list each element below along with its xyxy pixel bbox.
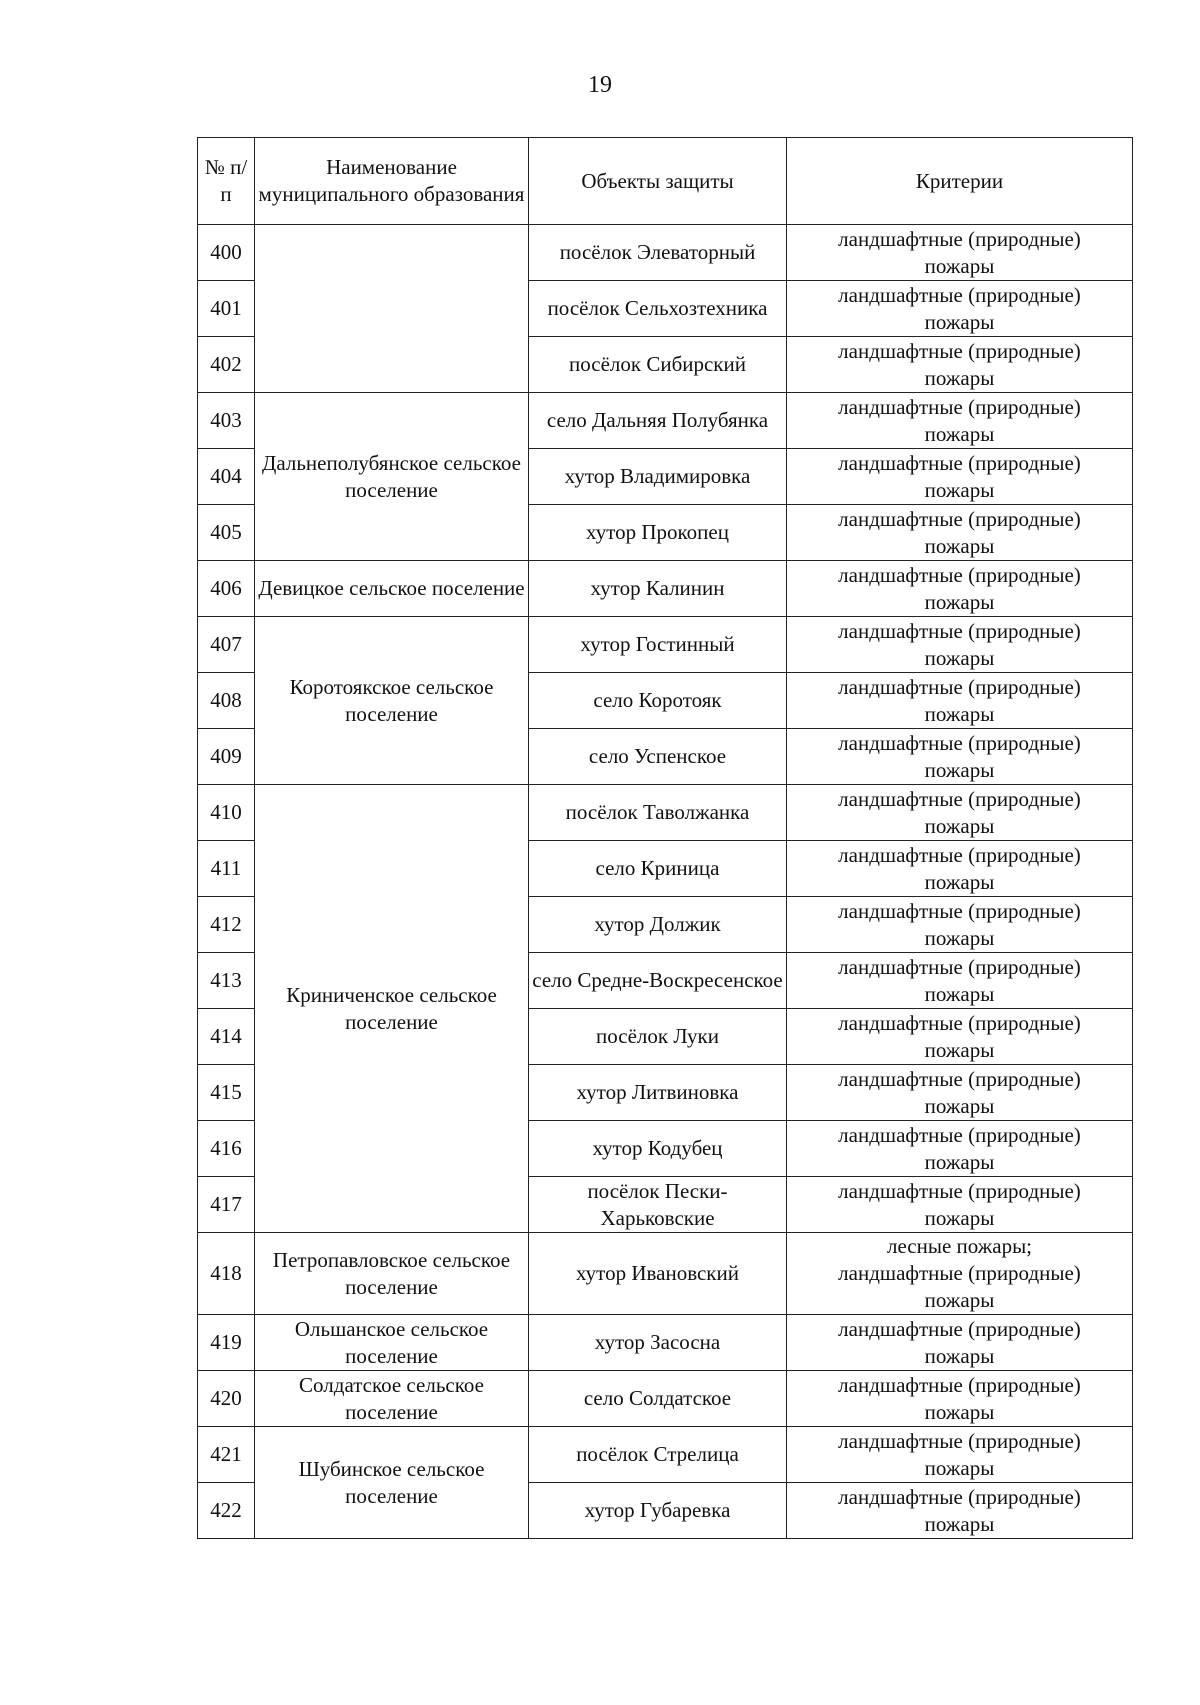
row-number: 418 [198,1233,255,1315]
criteria-cell [787,785,1133,841]
criteria-line: пожары [924,1037,995,1062]
protection-object: село Коротояк [529,673,787,729]
criteria-cell [787,1065,1133,1121]
criteria-line: пожары [924,1455,995,1480]
header-num: № п/п [198,138,255,225]
criteria-cell [787,561,1133,617]
municipality-name: Дальнеполубянское сельское поселение [255,393,529,561]
criteria-line: пожары [924,981,995,1006]
row-number: 405 [198,505,255,561]
criteria-line: пожары [924,813,995,838]
table-row [198,225,1133,281]
criteria-line: ландшафтные (природные) [838,226,1081,251]
criteria-line: ландшафтные (природные) [838,1484,1081,1509]
criteria-cell [787,1483,1133,1539]
protection-object: село Успенское [529,729,787,785]
criteria-cell [787,449,1133,505]
criteria-line: пожары [924,1399,995,1424]
criteria-line: ландшафтные (природные) [838,450,1081,475]
criteria-line: пожары [924,421,995,446]
municipality-name: Петропавловское сельское поселение [255,1233,529,1315]
criteria-line: ландшафтные (природные) [838,730,1081,755]
protection-object: посёлок Луки [529,1009,787,1065]
table-row [198,617,1133,673]
table-row [198,393,1133,449]
criteria-line: ландшафтные (природные) [838,338,1081,363]
criteria-cell [787,1177,1133,1233]
row-number: 420 [198,1371,255,1427]
criteria-line: пожары [924,1511,995,1536]
row-number: 414 [198,1009,255,1065]
protection-object: хутор Прокопец [529,505,787,561]
criteria-cell [787,1121,1133,1177]
criteria-cell [787,953,1133,1009]
protection-object: хутор Калинин [529,561,787,617]
row-number: 417 [198,1177,255,1233]
criteria-line: пожары [924,477,995,502]
criteria-line: пожары [924,869,995,894]
municipality-name: Коротоякское сельское поселение [255,617,529,785]
row-number: 401 [198,281,255,337]
criteria-line: ландшафтные (природные) [838,1178,1081,1203]
criteria-line: ландшафтные (природные) [838,1261,1081,1285]
page-number: 19 [588,72,612,98]
protection-object: хутор Владимировка [529,449,787,505]
criteria-line: пожары [924,757,995,782]
protection-object: посёлок Пески-Харьковские [529,1177,787,1233]
row-number: 406 [198,561,255,617]
criteria-line: пожары [924,1205,995,1230]
criteria-line: пожары [924,253,995,278]
criteria-line: ландшафтные (природные) [838,1316,1081,1341]
row-number: 416 [198,1121,255,1177]
row-number: 413 [198,953,255,1009]
row-number: 402 [198,337,255,393]
table-header-row [198,138,1133,225]
criteria-line: ландшафтные (природные) [838,394,1081,419]
protection-object: хутор Губаревка [529,1483,787,1539]
municipality-name: Криниченское сельское поселение [255,785,529,1233]
criteria-line: пожары [924,1343,995,1368]
criteria-line: пожары [924,701,995,726]
protection-object: посёлок Элеваторный [529,225,787,281]
criteria-line: пожары [924,645,995,670]
criteria-line: лесные пожары; [886,1234,1033,1258]
criteria-line: пожары [924,533,995,558]
protection-object: посёлок Сибирский [529,337,787,393]
criteria-cell [787,1371,1133,1427]
criteria-line: ландшафтные (природные) [838,562,1081,587]
criteria-cell [787,393,1133,449]
criteria-line: пожары [924,589,995,614]
criteria-line: ландшафтные (природные) [838,1010,1081,1035]
criteria-line: ландшафтные (природные) [838,674,1081,699]
row-number: 408 [198,673,255,729]
row-number: 407 [198,617,255,673]
criteria-line: пожары [924,365,995,390]
protection-object: село Средне-Воскресенское [529,953,787,1009]
row-number: 400 [198,225,255,281]
criteria-line: ландшафтные (природные) [838,898,1081,923]
table-row [198,1371,1133,1427]
criteria-line: ландшафтные (природные) [838,1122,1081,1147]
row-number: 403 [198,393,255,449]
protection-object: посёлок Сельхозтехника [529,281,787,337]
row-number: 412 [198,897,255,953]
protection-object: хутор Ивановский [529,1233,787,1315]
criteria-line: пожары [924,1149,995,1174]
protection-object: посёлок Стрелица [529,1427,787,1483]
row-number: 404 [198,449,255,505]
criteria-line: ландшафтные (природные) [838,1372,1081,1397]
municipality-name: Ольшанское сельское поселение [255,1315,529,1371]
table-row [198,1315,1133,1371]
table-row [198,1233,1133,1315]
criteria-line: пожары [924,1288,995,1312]
criteria-cell [787,897,1133,953]
criteria-line: ландшафтные (природные) [838,1066,1081,1091]
protection-object: хутор Засосна [529,1315,787,1371]
criteria-cell [787,225,1133,281]
protection-object: хутор Гостинный [529,617,787,673]
criteria-line: ландшафтные (природные) [838,506,1081,531]
protection-object: хутор Должик [529,897,787,953]
table-body [198,225,1133,1539]
criteria-cell [787,337,1133,393]
municipality-name: Девицкое сельское поселение [255,561,529,617]
header-criteria: Критерии [787,138,1133,225]
municipality-name: Солдатское сельское поселение [255,1371,529,1427]
header-object: Объекты защиты [529,138,787,225]
criteria-cell [787,1427,1133,1483]
protection-objects-table [197,137,1133,1539]
protection-object: хутор Кодубец [529,1121,787,1177]
criteria-cell [787,505,1133,561]
table-row [198,1427,1133,1483]
criteria-cell [787,1233,1133,1315]
criteria-cell [787,281,1133,337]
row-number: 411 [198,841,255,897]
criteria-line: ландшафтные (природные) [838,842,1081,867]
protection-object: хутор Литвиновка [529,1065,787,1121]
criteria-cell [787,673,1133,729]
criteria-line: пожары [924,309,995,334]
row-number: 415 [198,1065,255,1121]
criteria-line: пожары [924,1093,995,1118]
protection-object: посёлок Таволжанка [529,785,787,841]
criteria-cell [787,841,1133,897]
protection-object: село Дальняя Полубянка [529,393,787,449]
criteria-cell [787,729,1133,785]
protection-object: село Солдатское [529,1371,787,1427]
row-number: 421 [198,1427,255,1483]
criteria-cell [787,1009,1133,1065]
criteria-cell [787,1315,1133,1371]
row-number: 419 [198,1315,255,1371]
municipality-name [255,225,529,393]
criteria-line: ландшафтные (природные) [838,1428,1081,1453]
criteria-line: ландшафтные (природные) [838,954,1081,979]
table-row [198,785,1133,841]
criteria-line: ландшафтные (природные) [838,282,1081,307]
table-row [198,561,1133,617]
criteria-cell [787,617,1133,673]
municipality-name: Шубинское сельское поселение [255,1427,529,1539]
criteria-line: ландшафтные (природные) [838,786,1081,811]
row-number: 409 [198,729,255,785]
header-municipality: Наименование муниципального образования [255,138,529,225]
criteria-line: пожары [924,925,995,950]
criteria-line: ландшафтные (природные) [838,618,1081,643]
row-number: 410 [198,785,255,841]
protection-object: село Криница [529,841,787,897]
row-number: 422 [198,1483,255,1539]
